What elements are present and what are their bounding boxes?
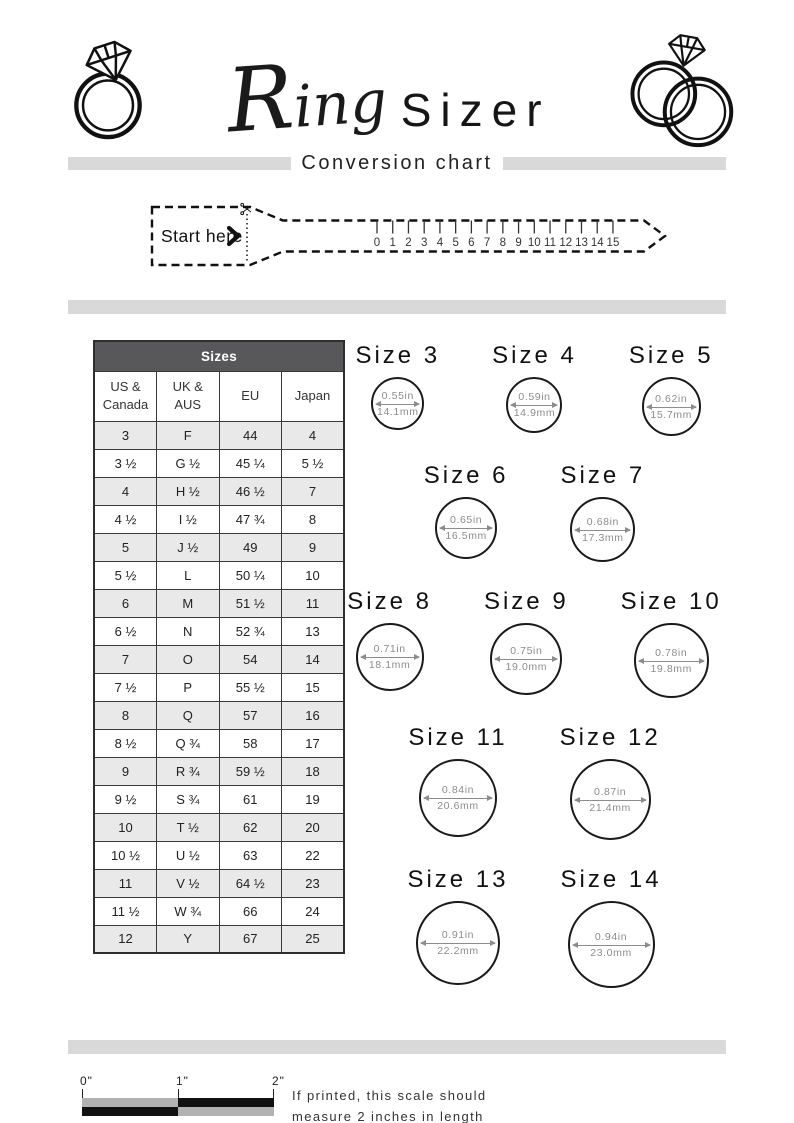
circle-row	[345, 866, 724, 988]
table-column-header: US & Canada	[94, 371, 157, 421]
ruler-tick-number: 15	[606, 237, 620, 249]
diameter-inches: 0.94in	[594, 930, 628, 943]
ring-size-circles	[345, 340, 724, 1014]
print-scale-note	[292, 1074, 487, 1123]
diameter-mm: 19.8mm	[650, 662, 692, 675]
table-cell: V ½	[157, 869, 220, 897]
table-cell: 12	[94, 925, 157, 953]
footer	[82, 1074, 794, 1123]
subtitle-left-bar	[68, 157, 291, 170]
ring-size-label: Size 8	[347, 588, 432, 615]
table-row	[94, 813, 344, 841]
table-row	[94, 421, 344, 449]
ring-size-label: Size 11	[408, 724, 508, 751]
table-cell: U ½	[157, 841, 220, 869]
table-row	[94, 645, 344, 673]
table-cell: F	[157, 421, 220, 449]
note-line-1: If printed, this scale should	[292, 1088, 487, 1103]
table-cell: 59 ½	[219, 757, 282, 785]
ruler-tick-number: 3	[420, 237, 428, 249]
table-cell: 66	[219, 897, 282, 925]
diameter-mm: 15.7mm	[650, 408, 692, 421]
scale-segment	[178, 1098, 274, 1107]
table-cell: I ½	[157, 505, 220, 533]
ring-size-label: Size 14	[560, 866, 662, 893]
ruler-tick-number: 11	[544, 237, 557, 249]
table-cell: 22	[282, 841, 345, 869]
table-cell: 49	[219, 533, 282, 561]
table-row	[94, 589, 344, 617]
table-cell: J ½	[157, 533, 220, 561]
table-cell: 52 ¾	[219, 617, 282, 645]
ring-size-item	[347, 588, 432, 691]
scale-tick	[82, 1089, 83, 1098]
table-cell: 8	[282, 505, 345, 533]
diameter-mm: 17.3mm	[582, 531, 624, 544]
ring-size-circle	[634, 623, 709, 698]
subtitle-text: Conversion chart	[301, 152, 493, 174]
diameter-inches: 0.71in	[373, 643, 406, 655]
ring-size-circle	[506, 377, 562, 433]
table-cell: S ¾	[157, 785, 220, 813]
header	[0, 0, 794, 153]
ring-size-item	[561, 462, 646, 562]
diameter-mm: 23.0mm	[590, 946, 632, 959]
table-cell: 16	[282, 701, 345, 729]
subtitle-row	[68, 152, 726, 175]
scale-tick	[178, 1089, 179, 1098]
table-cell: 7 ½	[94, 673, 157, 701]
ring-size-circle	[570, 497, 635, 562]
ruler-tick-number: 4	[436, 237, 444, 249]
ring-size-label: Size 10	[620, 588, 722, 615]
double-rings-diamond-icon	[622, 33, 736, 149]
table-row	[94, 673, 344, 701]
title-sans-word: Sizer	[400, 84, 551, 136]
table-cell: 64 ½	[219, 869, 282, 897]
table-cell: 67	[219, 925, 282, 953]
table-cell: 14	[282, 645, 345, 673]
table-cell: 54	[219, 645, 282, 673]
ring-size-circle	[642, 377, 701, 436]
circle-row	[345, 588, 724, 698]
table-cell: 23	[282, 869, 345, 897]
diameter-mm: 14.1mm	[377, 405, 419, 418]
ring-size-circle	[371, 377, 424, 430]
ruler-tick-number: 14	[590, 237, 604, 249]
ring-size-item	[492, 342, 577, 433]
ruler-tick-number: 0	[373, 237, 381, 249]
section-divider-top	[68, 300, 726, 314]
ring-size-item	[629, 342, 714, 436]
ruler-tick-number: 5	[452, 237, 459, 249]
scale-bar	[82, 1098, 274, 1116]
table-cell: 4	[282, 421, 345, 449]
note-line-2: measure 2 inches in length	[292, 1108, 484, 1123]
ruler-tick-number: 7	[483, 237, 491, 249]
table-cell: 44	[219, 421, 282, 449]
scale-label-0: 0"	[80, 1074, 93, 1088]
table-row	[94, 449, 344, 477]
table-cell: 20	[282, 813, 345, 841]
ring-size-circle	[419, 759, 497, 837]
table-cell: 10	[94, 813, 157, 841]
subtitle-right-bar	[503, 157, 726, 170]
table-cell: 15	[282, 673, 345, 701]
start-here-label: Start here	[161, 226, 243, 246]
ring-size-circle	[570, 759, 651, 840]
table-cell: 5 ½	[94, 561, 157, 589]
table-cell: 47 ¾	[219, 505, 282, 533]
diameter-inches: 0.84in	[441, 784, 475, 796]
table-cell: 11 ½	[94, 897, 157, 925]
table-cell: 19	[282, 785, 345, 813]
diameter-inches: 0.68in	[586, 515, 619, 528]
scale-label-1: 1"	[176, 1074, 189, 1088]
table-column-header: Japan	[282, 371, 345, 421]
ring-size-label: Size 3	[355, 342, 441, 369]
table-cell: 50 ¼	[219, 561, 282, 589]
circle-row	[345, 342, 724, 436]
table-cell: 10	[282, 561, 345, 589]
table-cell: 10 ½	[94, 841, 157, 869]
diameter-inches: 0.91in	[441, 929, 475, 941]
table-cell: 6 ½	[94, 617, 157, 645]
ring-size-item	[561, 866, 662, 988]
ruler-tick-number: 6	[468, 237, 475, 249]
ring-size-label: Size 9	[483, 588, 569, 615]
diameter-inches: 0.78in	[655, 646, 688, 659]
ruler-tick-number: 12	[559, 237, 573, 249]
diameter-mm: 19.0mm	[505, 661, 548, 673]
ring-size-item	[408, 724, 507, 837]
ring-size-label: Size 13	[407, 866, 509, 893]
table-cell: 9	[94, 757, 157, 785]
ring-size-label: Size 7	[560, 462, 646, 489]
table-cell: 17	[282, 729, 345, 757]
ring-size-circle	[416, 901, 500, 985]
ring-size-label: Size 12	[559, 724, 661, 751]
ring-size-label: Size 5	[628, 342, 714, 369]
table-cell: 5	[94, 533, 157, 561]
ring-size-item	[355, 342, 440, 430]
table-cell: 7	[94, 645, 157, 673]
diameter-inches: 0.75in	[510, 645, 543, 657]
circle-row	[345, 724, 724, 840]
table-title: Sizes	[94, 341, 344, 371]
ruler-tick-number: 13	[575, 237, 588, 249]
table-row	[94, 785, 344, 813]
table-cell: 13	[282, 617, 345, 645]
scale-segment	[82, 1098, 178, 1107]
scale-segment	[82, 1107, 178, 1116]
scissors-icon	[241, 203, 251, 214]
diameter-mm: 18.1mm	[368, 659, 411, 671]
size-conversion-table	[93, 340, 345, 954]
table-row	[94, 841, 344, 869]
table-cell: O	[157, 645, 220, 673]
table-cell: P	[157, 673, 220, 701]
table-cell: 8	[94, 701, 157, 729]
ruler-tick-number: 1	[389, 237, 396, 249]
table-row	[94, 869, 344, 897]
table-cell: 4	[94, 477, 157, 505]
ring-size-item	[484, 588, 569, 695]
ring-size-circle	[490, 623, 562, 695]
table-cell: 11	[94, 869, 157, 897]
table-cell: Q	[157, 701, 220, 729]
single-ring-diamond-icon	[60, 39, 156, 143]
circle-row	[345, 462, 724, 562]
table-cell: 62	[219, 813, 282, 841]
diameter-inches: 0.62in	[655, 392, 688, 405]
table-cell: W ¾	[157, 897, 220, 925]
ring-size-item	[424, 462, 509, 559]
diameter-mm: 14.9mm	[513, 407, 556, 419]
table-cell: 9 ½	[94, 785, 157, 813]
table-cell: 5 ½	[282, 449, 345, 477]
ring-size-circle	[356, 623, 424, 691]
ruler-tick-number: 10	[527, 237, 541, 249]
table-cell: 3	[94, 421, 157, 449]
ruler-ticks	[374, 221, 620, 250]
table-cell: 11	[282, 589, 345, 617]
ruler-tick-number: 2	[405, 237, 412, 249]
main-content	[93, 340, 724, 1014]
table-cell: 63	[219, 841, 282, 869]
ring-size-item	[560, 724, 661, 840]
table-row	[94, 533, 344, 561]
ring-sizer-strip	[150, 203, 794, 274]
scale-segment	[178, 1107, 274, 1116]
ruler-tick-number: 8	[499, 237, 507, 249]
table-cell: 4 ½	[94, 505, 157, 533]
table-column-header: EU	[219, 371, 282, 421]
ring-size-item	[407, 866, 508, 985]
title-script-word: Ring	[224, 45, 390, 153]
diameter-mm: 16.5mm	[445, 530, 487, 542]
diameter-mm: 21.4mm	[589, 801, 631, 814]
table-cell: 7	[282, 477, 345, 505]
table-cell: 25	[282, 925, 345, 953]
table-cell: 6	[94, 589, 157, 617]
table-cell: 45 ¼	[219, 449, 282, 477]
table-row	[94, 617, 344, 645]
table-row	[94, 729, 344, 757]
table-row	[94, 477, 344, 505]
table-row	[94, 505, 344, 533]
ring-size-item	[621, 588, 722, 698]
diameter-mm: 22.2mm	[437, 945, 479, 957]
diameter-mm: 20.6mm	[437, 800, 479, 812]
page-title	[224, 45, 551, 153]
table-cell: Q ¾	[157, 729, 220, 757]
table-cell: R ¾	[157, 757, 220, 785]
table-cell: N	[157, 617, 220, 645]
ring-size-circle	[435, 497, 497, 559]
table-cell: 58	[219, 729, 282, 757]
table-cell: 9	[282, 533, 345, 561]
diameter-inches: 0.59in	[518, 391, 551, 403]
table-cell: 3 ½	[94, 449, 157, 477]
print-scale-ruler	[80, 1074, 285, 1123]
table-cell: 18	[282, 757, 345, 785]
table-cell: M	[157, 589, 220, 617]
table-cell: 24	[282, 897, 345, 925]
ring-size-label: Size 6	[423, 462, 509, 489]
diameter-inches: 0.65in	[450, 514, 483, 526]
table-cell: 55 ½	[219, 673, 282, 701]
scale-tick	[273, 1089, 274, 1098]
table-cell: 46 ½	[219, 477, 282, 505]
table-cell: H ½	[157, 477, 220, 505]
table-cell: 8 ½	[94, 729, 157, 757]
table-cell: G ½	[157, 449, 220, 477]
diameter-inches: 0.87in	[594, 785, 627, 798]
section-divider-bottom	[68, 1040, 726, 1054]
scale-label-2: 2"	[272, 1074, 285, 1088]
table-column-header: UK & AUS	[157, 371, 220, 421]
table-cell: 57	[219, 701, 282, 729]
size-table-body	[94, 421, 344, 953]
ring-size-label: Size 4	[492, 342, 577, 369]
table-cell: Y	[157, 925, 220, 953]
ring-size-circle	[568, 901, 655, 988]
table-row	[94, 897, 344, 925]
table-cell: T ½	[157, 813, 220, 841]
ruler-tick-number: 9	[515, 237, 522, 249]
table-row	[94, 757, 344, 785]
table-column-headers	[94, 371, 344, 421]
diameter-inches: 0.55in	[381, 389, 414, 402]
table-cell: L	[157, 561, 220, 589]
table-row	[94, 701, 344, 729]
table-cell: 61	[219, 785, 282, 813]
table-row	[94, 925, 344, 953]
table-row	[94, 561, 344, 589]
table-cell: 51 ½	[219, 589, 282, 617]
